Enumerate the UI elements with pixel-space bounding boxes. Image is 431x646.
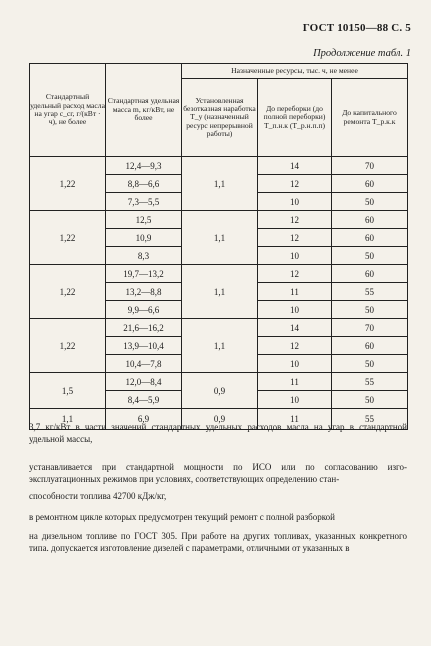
- note-paragraph: способности топлива 42700 кДж/кг,: [29, 491, 167, 501]
- cell-oil-consumption: 1,22: [30, 157, 106, 211]
- note-paragraph: на дизельном топливе по ГОСТ 305. При работе на других топливах, указанных конкретного типа. допускается изготовление дизелей с параметрами, отличными от указанных в: [29, 531, 407, 553]
- cell-overhaul: 12: [258, 265, 332, 283]
- cell-specific-mass: 8,4—5,9: [106, 391, 182, 409]
- cell-specific-mass: 6,9: [106, 409, 182, 430]
- cell-failure-free-time: 0,9: [182, 373, 258, 409]
- cell-failure-free-time: 0,9: [182, 409, 258, 430]
- table-row: [30, 373, 408, 391]
- cell-specific-mass: 21,6—16,2: [106, 319, 182, 337]
- cell-capital-repair: 50: [332, 391, 408, 409]
- col-header-oil-consumption: Стандартный удельный расход масла на угар c_сг, г/(кВт · ч), не более: [30, 64, 106, 157]
- cell-capital-repair: 50: [332, 301, 408, 319]
- cell-failure-free-time: 1,1: [182, 157, 258, 211]
- table-continuation-caption: Продолжение табл. 1: [313, 48, 411, 59]
- cell-oil-consumption: 1,5: [30, 373, 106, 409]
- cell-specific-mass: 8,8—6,6: [106, 175, 182, 193]
- cell-specific-mass: 10,9: [106, 229, 182, 247]
- cell-oil-consumption: 1,1: [30, 409, 106, 430]
- cell-failure-free-time: 1,1: [182, 319, 258, 373]
- cell-oil-consumption: 1,22: [30, 319, 106, 373]
- note-paragraph: в ремонтном цикле которых предусмотрен текущий ремонт с полной разборкой: [29, 512, 335, 522]
- cell-specific-mass: 9,9—6,6: [106, 301, 182, 319]
- resource-table: [29, 63, 408, 430]
- cell-specific-mass: 10,4—7,8: [106, 355, 182, 373]
- cell-overhaul: 11: [258, 373, 332, 391]
- cell-specific-mass: 7,3—5,5: [106, 193, 182, 211]
- cell-overhaul: 10: [258, 355, 332, 373]
- cell-overhaul: 10: [258, 301, 332, 319]
- cell-capital-repair: 70: [332, 319, 408, 337]
- table-row: [30, 319, 408, 337]
- col-header-capital-repair: До капитального ремонта T_р.к.к: [332, 79, 408, 157]
- cell-capital-repair: 60: [332, 265, 408, 283]
- cell-capital-repair: 60: [332, 229, 408, 247]
- cell-specific-mass: 12,4—9,3: [106, 157, 182, 175]
- table-row: [30, 265, 408, 283]
- cell-capital-repair: 60: [332, 337, 408, 355]
- cell-failure-free-time: 1,1: [182, 211, 258, 265]
- col-header-failure-free-time: Установленная безотказная наработка T_у (назначенный ресурс непрерывной работы): [182, 79, 258, 157]
- cell-overhaul: 10: [258, 247, 332, 265]
- cell-oil-consumption: 1,22: [30, 265, 106, 319]
- cell-capital-repair: 55: [332, 409, 408, 430]
- table-row: [30, 157, 408, 175]
- cell-overhaul: 12: [258, 229, 332, 247]
- cell-capital-repair: 50: [332, 193, 408, 211]
- cell-specific-mass: 13,2—8,8: [106, 283, 182, 301]
- cell-specific-mass: 12,0—8,4: [106, 373, 182, 391]
- cell-overhaul: 12: [258, 337, 332, 355]
- cell-capital-repair: 50: [332, 247, 408, 265]
- note-paragraph: устанавливается при стандартной мощности по ИСО или по согласованию изго-эксплуатационных режимов при условиях, соответствующих определению стан-: [29, 462, 407, 484]
- cell-capital-repair: 70: [332, 157, 408, 175]
- cell-oil-consumption: 1,22: [30, 211, 106, 265]
- cell-specific-mass: 19,7—13,2: [106, 265, 182, 283]
- cell-overhaul: 14: [258, 157, 332, 175]
- cell-overhaul: 10: [258, 193, 332, 211]
- col-header-specific-mass: Стандартная удельная масса m, кг/кВт, не более: [106, 64, 182, 157]
- cell-overhaul: 12: [258, 211, 332, 229]
- cell-overhaul: 14: [258, 319, 332, 337]
- cell-overhaul: 11: [258, 409, 332, 430]
- page-header: ГОСТ 10150—88 С. 5: [302, 22, 411, 34]
- note-paragraph: 3,7 кг/кВт в части значений стандартных удельных расходов масла на угар в стандартной удельной массы,: [29, 422, 407, 444]
- table-row: [30, 211, 408, 229]
- cell-specific-mass: 8,3: [106, 247, 182, 265]
- cell-failure-free-time: 1,1: [182, 265, 258, 319]
- cell-specific-mass: 13,9—10,4: [106, 337, 182, 355]
- cell-capital-repair: 55: [332, 373, 408, 391]
- cell-capital-repair: 60: [332, 211, 408, 229]
- group-header-resources: Назначенные ресурсы, тыс. ч, не менее: [182, 64, 408, 79]
- cell-capital-repair: 60: [332, 175, 408, 193]
- cell-capital-repair: 55: [332, 283, 408, 301]
- cell-overhaul: 11: [258, 283, 332, 301]
- cell-overhaul: 10: [258, 391, 332, 409]
- cell-specific-mass: 12,5: [106, 211, 182, 229]
- cell-overhaul: 12: [258, 175, 332, 193]
- cell-capital-repair: 50: [332, 355, 408, 373]
- col-header-overhaul: До переборки (до полной переборки) T_п.н.к (T_р.н.п.п): [258, 79, 332, 157]
